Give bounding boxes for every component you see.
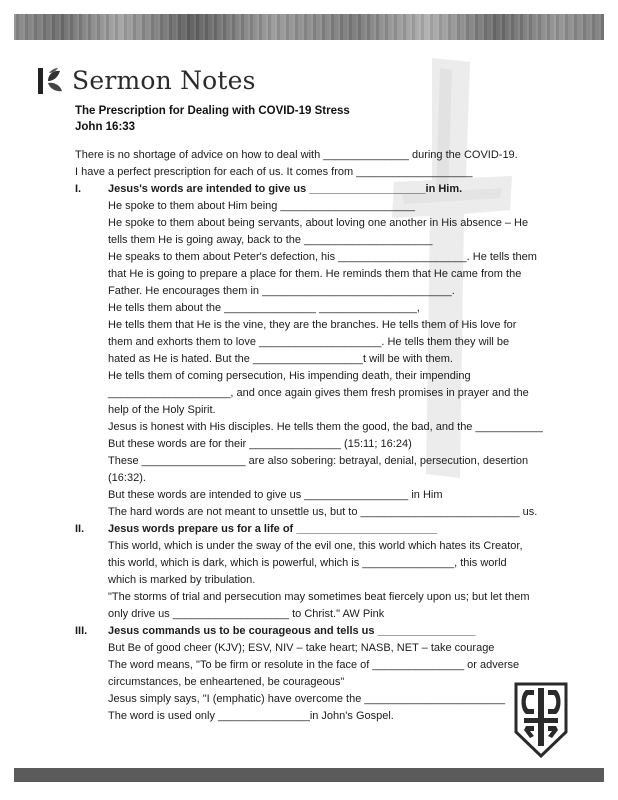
note-line: He spoke to them about being servants, about loving one another in His absence – He <box>108 217 529 229</box>
note-line: He tells them about the _______________ ________________, <box>108 302 420 314</box>
note-line: (16:32). <box>108 472 146 484</box>
note-line: The word means, "To be firm or resolute in the face of _______________ or adverse <box>108 659 520 671</box>
bottom-decorative-band <box>14 768 604 782</box>
note-line: that He is going to prepare a place for them. He reminds them that He came from the <box>108 268 522 280</box>
note-line: Father. He encourages them in _______________________________. <box>108 285 455 297</box>
intro-line: I have a perfect prescription for each of us. It comes from ___________________ <box>75 166 473 178</box>
page-heading <box>36 62 256 98</box>
note-line: He speaks to them about Peter's defection, his _____________________. He tells them <box>108 251 537 263</box>
note-line: them and exhorts them to love ____________________. He tells them they will be <box>108 336 510 348</box>
note-line: tells them He is going away, back to the _____________________ <box>108 234 433 246</box>
note-line: which is marked by tribulation. <box>108 574 256 586</box>
scripture-reference: John 16:33 <box>75 121 136 133</box>
note-line: ____________________, and once again gives them fresh promises in prayer and the <box>108 387 529 399</box>
sermon-title: The Prescription for Dealing with COVID-19 Stress <box>75 105 350 117</box>
section-heading: Jesus words prepare us for a life of _______________________ <box>108 523 437 535</box>
note-line: But these words are for their _______________ (15:11; 16:24) <box>108 438 412 450</box>
section-heading: Jesus's words are intended to give us ___________________in Him. <box>108 183 463 195</box>
note-line: He tells them of coming persecution, His impending death, their impending <box>108 370 471 382</box>
top-decorative-band <box>14 14 604 40</box>
note-line: hated as He is hated. But the __________________t will be with them. <box>108 353 453 365</box>
page-title: Sermon Notes <box>72 65 256 95</box>
note-line: But these words are intended to give us _________________ in Him <box>108 489 443 501</box>
note-line: These _________________ are also sobering: betrayal, denial, persecution, desertion <box>108 455 529 467</box>
note-line: this world, which is dark, which is powerful, which is _______________, this world <box>108 557 507 569</box>
note-line: only drive us ___________________ to Christ." AW Pink <box>108 608 385 620</box>
note-line: help of the Holy Spirit. <box>108 404 216 416</box>
note-line: He tells them that He is the vine, they are the branches. He tells them of His love for <box>108 319 517 331</box>
section-number: I. <box>75 183 82 195</box>
cross-leaf-icon <box>36 65 64 95</box>
note-line: The hard words are not meant to unsettle us, but to __________________________ us. <box>108 506 538 518</box>
note-line: But Be of good cheer (KJV); ESV, NIV – take heart; NASB, NET – take courage <box>108 642 495 654</box>
section-number: III. <box>75 625 88 637</box>
note-line: The word is used only _______________in John's Gospel. <box>108 710 394 722</box>
section-number: II. <box>75 523 85 535</box>
note-line: "The storms of trial and persecution may sometimes beat fiercely upon us; but let them <box>108 591 530 603</box>
note-line: This world, which is under the sway of the evil one, this world which hates its Creator, <box>108 540 523 552</box>
note-line: He spoke to them about Him being ______________________ <box>108 200 416 212</box>
note-line: Jesus is honest with His disciples. He tells them the good, the bad, and the ___________ <box>108 421 543 433</box>
church-logo-icon <box>512 680 570 758</box>
intro-line: There is no shortage of advice on how to deal with ______________ during the COVID-19. <box>75 149 518 161</box>
note-line: Jesus simply says, "I (emphatic) have overcome the _______________________ <box>108 693 506 705</box>
note-line: circumstances, be enheartened, be courageous" <box>108 676 345 688</box>
section-heading: Jesus commands us to be courageous and tells us ________________ <box>108 625 476 637</box>
